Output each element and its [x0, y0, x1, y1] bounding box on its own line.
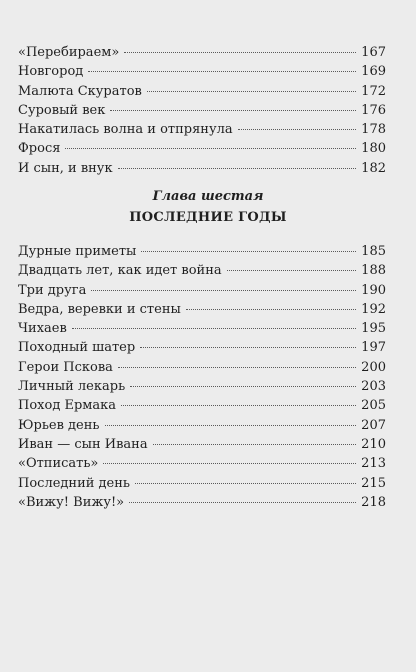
toc-list-previous-chapter [18, 43, 386, 178]
dot-leader [105, 424, 357, 426]
dot-leader [147, 90, 356, 92]
toc-entry-title: Чихаев [18, 321, 67, 337]
toc-entry[interactable] [18, 139, 386, 158]
toc-entry-title: Накатилась волна и отпрянула [18, 122, 233, 138]
toc-entry[interactable] [18, 358, 386, 377]
toc-entry-page: 215 [361, 475, 386, 491]
dot-leader [153, 443, 357, 445]
toc-entry-page: 185 [361, 244, 386, 259]
toc-entry[interactable] [18, 319, 386, 338]
dot-leader [129, 501, 356, 503]
dot-leader [88, 70, 356, 72]
toc-entry[interactable] [18, 493, 386, 512]
dot-leader [238, 128, 357, 130]
toc-entry[interactable] [18, 338, 386, 357]
toc-entry-page: 176 [361, 102, 386, 118]
toc-entry-page: 167 [361, 45, 386, 60]
dot-leader [72, 327, 356, 329]
dot-leader [121, 404, 356, 406]
toc-entry-title: Фрося [18, 141, 61, 157]
toc-entry[interactable] [18, 454, 386, 473]
toc-entry[interactable] [18, 435, 386, 454]
toc-entry-page: 197 [361, 340, 386, 356]
toc-entry[interactable] [18, 416, 386, 435]
toc-entry-title: Герои Пскова [18, 359, 113, 375]
toc-entry-title: Суровый век [18, 102, 106, 118]
toc-entry[interactable] [18, 396, 386, 415]
toc-entry-title: Поход Ермака [18, 398, 117, 414]
dot-leader [141, 250, 356, 252]
toc-entry-page: 205 [361, 398, 386, 414]
toc-entry-title: Новгород [18, 64, 84, 80]
toc-entry-page: 213 [361, 456, 386, 472]
toc-list-chapter-six [18, 242, 386, 512]
toc-entry[interactable] [18, 281, 386, 300]
dot-leader [227, 269, 357, 271]
toc-entry-title: Дурные приметы [18, 244, 137, 259]
dot-leader [110, 109, 356, 111]
toc-entry-title: Личный лекарь [18, 379, 126, 395]
toc-entry-page: 182 [361, 160, 386, 176]
toc-entry-title: И сын, и внук [18, 160, 113, 176]
toc-entry-title: «Вижу! Вижу!» [18, 494, 125, 510]
toc-entry-title: Походный шатер [18, 340, 136, 356]
dot-leader [118, 167, 357, 169]
dot-leader [91, 289, 356, 291]
toc-entry[interactable] [18, 62, 386, 81]
toc-entry-page: 200 [361, 359, 386, 375]
chapter-label: Глава шестая [152, 189, 264, 204]
toc-entry-page: 195 [361, 321, 386, 337]
toc-entry-page: 172 [361, 83, 386, 99]
toc-entry[interactable] [18, 120, 386, 139]
toc-entry[interactable] [18, 101, 386, 120]
toc-entry[interactable] [18, 300, 386, 319]
toc-entry-page: 203 [361, 379, 386, 395]
dot-leader [140, 346, 356, 348]
toc-entry[interactable] [18, 159, 386, 178]
toc-entry-page: 210 [361, 436, 386, 452]
toc-entry-page: 218 [361, 494, 386, 510]
toc-entry-page: 190 [361, 282, 386, 298]
toc-entry[interactable] [18, 261, 386, 280]
toc-entry-title: «Отписать» [18, 456, 99, 472]
toc-entry-title: «Перебираем» [18, 45, 120, 60]
toc-entry[interactable] [18, 474, 386, 493]
dot-leader [124, 51, 356, 53]
toc-entry-title: Малюта Скуратов [18, 83, 142, 99]
toc-entry-title: Ведра, веревки и стены [18, 301, 181, 317]
toc-entry-page: 192 [361, 301, 386, 317]
toc-entry[interactable] [18, 377, 386, 396]
toc-entry[interactable] [18, 242, 386, 261]
toc-entry-page: 188 [361, 263, 386, 279]
toc-entry[interactable] [18, 43, 386, 62]
toc-entry-page: 180 [361, 141, 386, 157]
toc-entry-page: 207 [361, 417, 386, 433]
dot-leader [135, 482, 356, 484]
toc-entry-page: 169 [361, 64, 386, 80]
toc-entry-title: Юрьев день [18, 417, 100, 433]
dot-leader [186, 308, 356, 310]
toc-entry-title: Иван — сын Ивана [18, 436, 148, 452]
chapter-title: ПОСЛЕДНИЕ ГОДЫ [129, 210, 287, 225]
toc-entry-title: Последний день [18, 475, 130, 491]
dot-leader [103, 462, 356, 464]
toc-entry-title: Три друга [18, 282, 87, 298]
toc-entry-page: 178 [361, 122, 386, 138]
dot-leader [118, 366, 356, 368]
dot-leader [130, 385, 356, 387]
toc-entry-title: Двадцать лет, как идет война [18, 263, 222, 279]
dot-leader [65, 147, 356, 149]
toc-entry[interactable] [18, 82, 386, 101]
